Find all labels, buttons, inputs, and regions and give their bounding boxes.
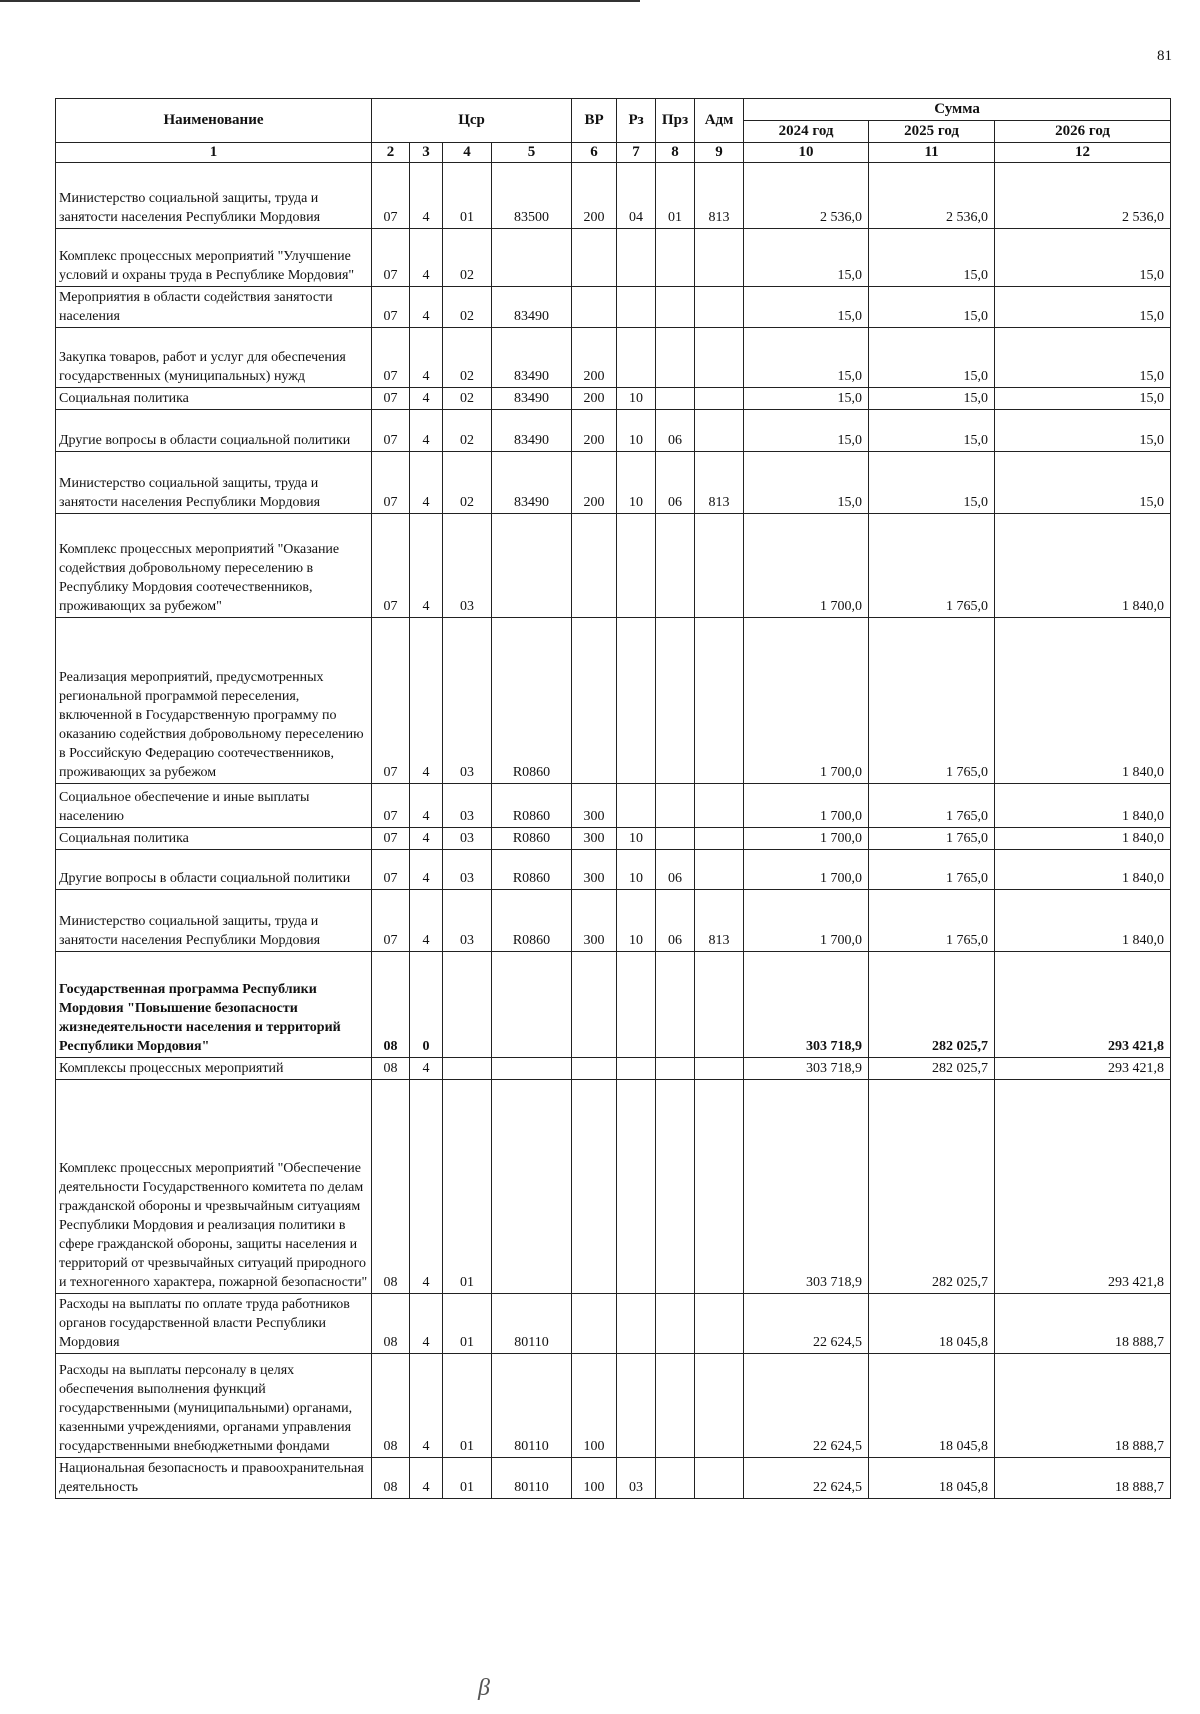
row-csr-program: 07: [372, 850, 410, 890]
row-sum-2024: 1 700,0: [744, 784, 869, 828]
row-csr-direction: [492, 229, 572, 287]
row-sum-2025: 282 025,7: [869, 952, 995, 1058]
row-vr: [572, 229, 617, 287]
row-sum-2025: 1 765,0: [869, 828, 995, 850]
scan-top-border: [0, 0, 640, 2]
row-csr-direction: R0860: [492, 828, 572, 850]
row-vr: [572, 1080, 617, 1294]
row-sum-2025: 282 025,7: [869, 1058, 995, 1080]
row-csr-complex: 03: [443, 828, 492, 850]
row-prz: 06: [656, 890, 695, 952]
row-sum-2024: 2 536,0: [744, 163, 869, 229]
row-csr-type: 4: [410, 1354, 443, 1458]
row-prz: [656, 1080, 695, 1294]
row-csr-complex: 03: [443, 514, 492, 618]
table-row: [56, 388, 1171, 410]
row-vr: [572, 1058, 617, 1080]
row-adm: [695, 1058, 744, 1080]
row-sum-2026: 18 888,7: [995, 1458, 1171, 1499]
col-number: 3: [410, 143, 443, 163]
row-csr-program: 08: [372, 1058, 410, 1080]
row-sum-2024: 303 718,9: [744, 1058, 869, 1080]
budget-table: [55, 98, 1171, 1499]
table-row: [56, 410, 1171, 452]
col-number: 7: [617, 143, 656, 163]
col-number: 4: [443, 143, 492, 163]
row-adm: [695, 828, 744, 850]
col-number: 5: [492, 143, 572, 163]
table-row: [56, 850, 1171, 890]
row-prz: [656, 388, 695, 410]
row-sum-2026: 293 421,8: [995, 1080, 1171, 1294]
row-csr-complex: 02: [443, 287, 492, 328]
row-vr: 200: [572, 163, 617, 229]
row-prz: [656, 328, 695, 388]
row-sum-2024: 15,0: [744, 388, 869, 410]
row-csr-program: 08: [372, 1294, 410, 1354]
row-adm: [695, 952, 744, 1058]
row-prz: [656, 618, 695, 784]
row-rz: 10: [617, 410, 656, 452]
row-sum-2026: 293 421,8: [995, 952, 1171, 1058]
row-rz: [617, 1354, 656, 1458]
row-csr-direction: 83500: [492, 163, 572, 229]
row-csr-direction: [492, 1058, 572, 1080]
row-rz: [617, 328, 656, 388]
row-sum-2025: 15,0: [869, 388, 995, 410]
row-csr-program: 07: [372, 514, 410, 618]
row-csr-direction: 83490: [492, 452, 572, 514]
row-prz: [656, 1294, 695, 1354]
row-rz: [617, 784, 656, 828]
row-sum-2024: 1 700,0: [744, 618, 869, 784]
row-sum-2025: 1 765,0: [869, 890, 995, 952]
col-number: 11: [869, 143, 995, 163]
table-row: [56, 452, 1171, 514]
header-vr: ВР: [572, 99, 617, 143]
row-sum-2026: 1 840,0: [995, 514, 1171, 618]
row-name: Реализация мероприятий, предусмотренных региональной программой переселения, включенной в Государственную программу по оказанию содействия добровольному переселению в Российскую Федерацию соотечественников, проживающих за рубежом: [56, 618, 372, 784]
row-csr-program: 07: [372, 452, 410, 514]
handwritten-mark: β: [478, 1675, 490, 1701]
row-adm: 813: [695, 452, 744, 514]
row-rz: 10: [617, 890, 656, 952]
row-vr: 200: [572, 452, 617, 514]
row-adm: [695, 229, 744, 287]
row-sum-2025: 15,0: [869, 452, 995, 514]
row-csr-type: 4: [410, 452, 443, 514]
row-csr-complex: [443, 1058, 492, 1080]
row-adm: [695, 850, 744, 890]
row-prz: [656, 828, 695, 850]
row-sum-2026: 18 888,7: [995, 1294, 1171, 1354]
row-csr-direction: 80110: [492, 1354, 572, 1458]
header-summa: Сумма: [744, 99, 1171, 121]
col-number: 6: [572, 143, 617, 163]
row-csr-type: 4: [410, 1458, 443, 1499]
row-prz: 01: [656, 163, 695, 229]
col-number: 10: [744, 143, 869, 163]
row-sum-2026: 293 421,8: [995, 1058, 1171, 1080]
row-rz: [617, 514, 656, 618]
row-vr: 200: [572, 410, 617, 452]
row-adm: [695, 1294, 744, 1354]
table-row: [56, 163, 1171, 229]
row-adm: [695, 328, 744, 388]
row-rz: [617, 287, 656, 328]
row-rz: 10: [617, 828, 656, 850]
table-row: [56, 514, 1171, 618]
table-row: [56, 618, 1171, 784]
row-sum-2025: 15,0: [869, 229, 995, 287]
row-csr-program: 07: [372, 784, 410, 828]
row-sum-2024: 22 624,5: [744, 1294, 869, 1354]
row-name: Комплекс процессных мероприятий "Улучшение условий и охраны труда в Республике Мордовия": [56, 229, 372, 287]
row-csr-type: 4: [410, 618, 443, 784]
row-name: Министерство социальной защиты, труда и занятости населения Республики Мордовия: [56, 452, 372, 514]
row-sum-2024: 303 718,9: [744, 952, 869, 1058]
header-adm: Адм: [695, 99, 744, 143]
row-adm: [695, 287, 744, 328]
header-rz: Рз: [617, 99, 656, 143]
row-csr-direction: 80110: [492, 1294, 572, 1354]
row-sum-2024: 15,0: [744, 287, 869, 328]
row-adm: [695, 618, 744, 784]
row-name: Комплекс процессных мероприятий "Обеспечение деятельности Государственного комитета по делам гражданской обороны и чрезвычайным ситуациям Республики Мордовия и реализация политики в сфере гражданской обороны, защиты населения и территорий от чрезвычайных ситуаций природного и техногенного характера, пожарной безопасности": [56, 1080, 372, 1294]
row-rz: [617, 618, 656, 784]
row-prz: [656, 514, 695, 618]
header-year-2026: 2026 год: [995, 121, 1171, 143]
row-vr: 300: [572, 784, 617, 828]
row-sum-2024: 303 718,9: [744, 1080, 869, 1294]
row-name: Расходы на выплаты персоналу в целях обеспечения выполнения функций государственными (муниципальными) органами, казенными учреждениями, органами управления государственными внебюджетными фондами: [56, 1354, 372, 1458]
row-adm: 813: [695, 890, 744, 952]
row-csr-complex: 01: [443, 163, 492, 229]
row-name: Другие вопросы в области социальной политики: [56, 850, 372, 890]
row-name: Министерство социальной защиты, труда и занятости населения Республики Мордовия: [56, 890, 372, 952]
row-name: Закупка товаров, работ и услуг для обеспечения государственных (муниципальных) нужд: [56, 328, 372, 388]
row-rz: 04: [617, 163, 656, 229]
row-sum-2024: 22 624,5: [744, 1458, 869, 1499]
row-vr: 200: [572, 328, 617, 388]
row-rz: 03: [617, 1458, 656, 1499]
row-prz: [656, 1058, 695, 1080]
row-csr-direction: R0860: [492, 618, 572, 784]
row-csr-complex: 02: [443, 229, 492, 287]
row-name: Другие вопросы в области социальной политики: [56, 410, 372, 452]
row-csr-type: 0: [410, 952, 443, 1058]
row-prz: [656, 784, 695, 828]
row-csr-complex: 02: [443, 328, 492, 388]
row-csr-type: 4: [410, 828, 443, 850]
row-rz: [617, 1058, 656, 1080]
row-csr-program: 08: [372, 952, 410, 1058]
row-name: Государственная программа Республики Мордовия "Повышение безопасности жизнедеятельности населения и территорий Республики Мордовия": [56, 952, 372, 1058]
table-row: [56, 287, 1171, 328]
table-row: [56, 1294, 1171, 1354]
row-name: Социальная политика: [56, 828, 372, 850]
row-sum-2026: 1 840,0: [995, 850, 1171, 890]
row-rz: 10: [617, 850, 656, 890]
row-csr-program: 07: [372, 287, 410, 328]
row-sum-2024: 15,0: [744, 328, 869, 388]
row-sum-2025: 1 765,0: [869, 514, 995, 618]
row-csr-program: 08: [372, 1458, 410, 1499]
row-name: Социальная политика: [56, 388, 372, 410]
row-csr-direction: [492, 1080, 572, 1294]
table-row: [56, 784, 1171, 828]
row-csr-direction: 83490: [492, 410, 572, 452]
column-number-row: [56, 143, 1171, 163]
row-sum-2024: 15,0: [744, 229, 869, 287]
row-csr-direction: 83490: [492, 328, 572, 388]
header-prz: Прз: [656, 99, 695, 143]
row-csr-direction: R0860: [492, 890, 572, 952]
row-sum-2025: 1 765,0: [869, 618, 995, 784]
row-vr: 100: [572, 1458, 617, 1499]
row-sum-2024: 22 624,5: [744, 1354, 869, 1458]
row-csr-complex: 03: [443, 784, 492, 828]
table-row: [56, 229, 1171, 287]
row-vr: 200: [572, 388, 617, 410]
row-sum-2026: 15,0: [995, 328, 1171, 388]
table-row: [56, 1080, 1171, 1294]
row-sum-2026: 1 840,0: [995, 618, 1171, 784]
row-csr-complex: 03: [443, 890, 492, 952]
table-row: [56, 1458, 1171, 1499]
row-vr: 100: [572, 1354, 617, 1458]
row-vr: 300: [572, 828, 617, 850]
row-csr-program: 07: [372, 618, 410, 784]
row-csr-type: 4: [410, 514, 443, 618]
header-csr: Цср: [372, 99, 572, 143]
row-sum-2026: 15,0: [995, 410, 1171, 452]
row-csr-direction: 83490: [492, 388, 572, 410]
row-sum-2024: 1 700,0: [744, 850, 869, 890]
row-csr-complex: 01: [443, 1294, 492, 1354]
row-csr-direction: R0860: [492, 850, 572, 890]
row-sum-2025: 18 045,8: [869, 1354, 995, 1458]
table-body: [56, 163, 1171, 1499]
row-prz: [656, 229, 695, 287]
row-csr-type: 4: [410, 287, 443, 328]
row-csr-complex: 02: [443, 410, 492, 452]
header-year-2024: 2024 год: [744, 121, 869, 143]
row-prz: 06: [656, 410, 695, 452]
row-csr-program: 07: [372, 163, 410, 229]
row-csr-program: 07: [372, 890, 410, 952]
row-sum-2025: 1 765,0: [869, 850, 995, 890]
row-vr: [572, 1294, 617, 1354]
col-number: 12: [995, 143, 1171, 163]
row-csr-program: 08: [372, 1080, 410, 1294]
col-number: 2: [372, 143, 410, 163]
row-sum-2026: 15,0: [995, 229, 1171, 287]
row-csr-type: 4: [410, 410, 443, 452]
row-sum-2026: 15,0: [995, 452, 1171, 514]
row-name: Мероприятия в области содействия занятости населения: [56, 287, 372, 328]
page-number: 81: [1157, 48, 1172, 64]
table-row: [56, 1058, 1171, 1080]
row-name: Национальная безопасность и правоохранительная деятельность: [56, 1458, 372, 1499]
row-csr-type: 4: [410, 850, 443, 890]
row-csr-direction: [492, 514, 572, 618]
row-csr-direction: R0860: [492, 784, 572, 828]
row-csr-program: 07: [372, 410, 410, 452]
table-row: [56, 1354, 1171, 1458]
row-sum-2024: 1 700,0: [744, 890, 869, 952]
row-name: Комплексы процессных мероприятий: [56, 1058, 372, 1080]
row-csr-complex: 01: [443, 1458, 492, 1499]
row-csr-type: 4: [410, 328, 443, 388]
row-sum-2025: 18 045,8: [869, 1458, 995, 1499]
row-sum-2024: 1 700,0: [744, 514, 869, 618]
row-prz: 06: [656, 452, 695, 514]
row-csr-complex: 01: [443, 1080, 492, 1294]
row-csr-type: 4: [410, 784, 443, 828]
row-sum-2026: 1 840,0: [995, 784, 1171, 828]
col-number: 8: [656, 143, 695, 163]
row-name: Социальное обеспечение и иные выплаты населению: [56, 784, 372, 828]
row-sum-2025: 15,0: [869, 410, 995, 452]
table-row: [56, 328, 1171, 388]
row-csr-program: 07: [372, 828, 410, 850]
row-sum-2025: 15,0: [869, 328, 995, 388]
row-sum-2026: 2 536,0: [995, 163, 1171, 229]
row-csr-direction: 80110: [492, 1458, 572, 1499]
row-csr-program: 07: [372, 388, 410, 410]
row-adm: 813: [695, 163, 744, 229]
row-adm: [695, 1458, 744, 1499]
row-csr-type: 4: [410, 1058, 443, 1080]
row-csr-program: 08: [372, 1354, 410, 1458]
row-rz: [617, 952, 656, 1058]
row-rz: 10: [617, 388, 656, 410]
row-rz: [617, 1080, 656, 1294]
row-prz: [656, 952, 695, 1058]
row-csr-complex: 03: [443, 618, 492, 784]
row-sum-2025: 18 045,8: [869, 1294, 995, 1354]
row-csr-complex: 02: [443, 388, 492, 410]
row-sum-2026: 1 840,0: [995, 828, 1171, 850]
row-rz: [617, 1294, 656, 1354]
row-csr-complex: 01: [443, 1354, 492, 1458]
header-name: Наименование: [56, 99, 372, 143]
row-sum-2025: 2 536,0: [869, 163, 995, 229]
row-sum-2026: 15,0: [995, 388, 1171, 410]
row-adm: [695, 388, 744, 410]
row-csr-type: 4: [410, 163, 443, 229]
row-vr: 300: [572, 850, 617, 890]
row-csr-program: 07: [372, 229, 410, 287]
row-adm: [695, 1080, 744, 1294]
row-csr-type: 4: [410, 890, 443, 952]
row-name: Расходы на выплаты по оплате труда работников органов государственной власти Республики Мордовия: [56, 1294, 372, 1354]
row-csr-direction: 83490: [492, 287, 572, 328]
row-sum-2025: 282 025,7: [869, 1080, 995, 1294]
row-csr-complex: 02: [443, 452, 492, 514]
row-vr: [572, 952, 617, 1058]
table-row: [56, 828, 1171, 850]
row-csr-direction: [492, 952, 572, 1058]
row-sum-2026: 18 888,7: [995, 1354, 1171, 1458]
row-sum-2024: 15,0: [744, 410, 869, 452]
row-csr-program: 07: [372, 328, 410, 388]
col-number: 1: [56, 143, 372, 163]
row-prz: [656, 1354, 695, 1458]
row-name: Комплекс процессных мероприятий "Оказание содействия добровольному переселению в Республику Мордовия соотечественников, проживающих за рубежом": [56, 514, 372, 618]
row-csr-complex: 03: [443, 850, 492, 890]
row-sum-2026: 1 840,0: [995, 890, 1171, 952]
row-vr: [572, 618, 617, 784]
row-csr-type: 4: [410, 388, 443, 410]
row-sum-2025: 1 765,0: [869, 784, 995, 828]
row-rz: [617, 229, 656, 287]
row-sum-2026: 15,0: [995, 287, 1171, 328]
row-prz: 06: [656, 850, 695, 890]
row-adm: [695, 784, 744, 828]
row-sum-2025: 15,0: [869, 287, 995, 328]
header-year-2025: 2025 год: [869, 121, 995, 143]
row-csr-type: 4: [410, 229, 443, 287]
row-adm: [695, 1354, 744, 1458]
row-prz: [656, 1458, 695, 1499]
row-sum-2024: 1 700,0: [744, 828, 869, 850]
row-vr: 300: [572, 890, 617, 952]
table-row: [56, 952, 1171, 1058]
row-vr: [572, 287, 617, 328]
row-adm: [695, 514, 744, 618]
row-sum-2024: 15,0: [744, 452, 869, 514]
row-vr: [572, 514, 617, 618]
row-csr-type: 4: [410, 1080, 443, 1294]
row-rz: 10: [617, 452, 656, 514]
row-csr-complex: [443, 952, 492, 1058]
table-row: [56, 890, 1171, 952]
col-number: 9: [695, 143, 744, 163]
row-name: Министерство социальной защиты, труда и занятости населения Республики Мордовия: [56, 163, 372, 229]
row-adm: [695, 410, 744, 452]
row-prz: [656, 287, 695, 328]
row-csr-type: 4: [410, 1294, 443, 1354]
